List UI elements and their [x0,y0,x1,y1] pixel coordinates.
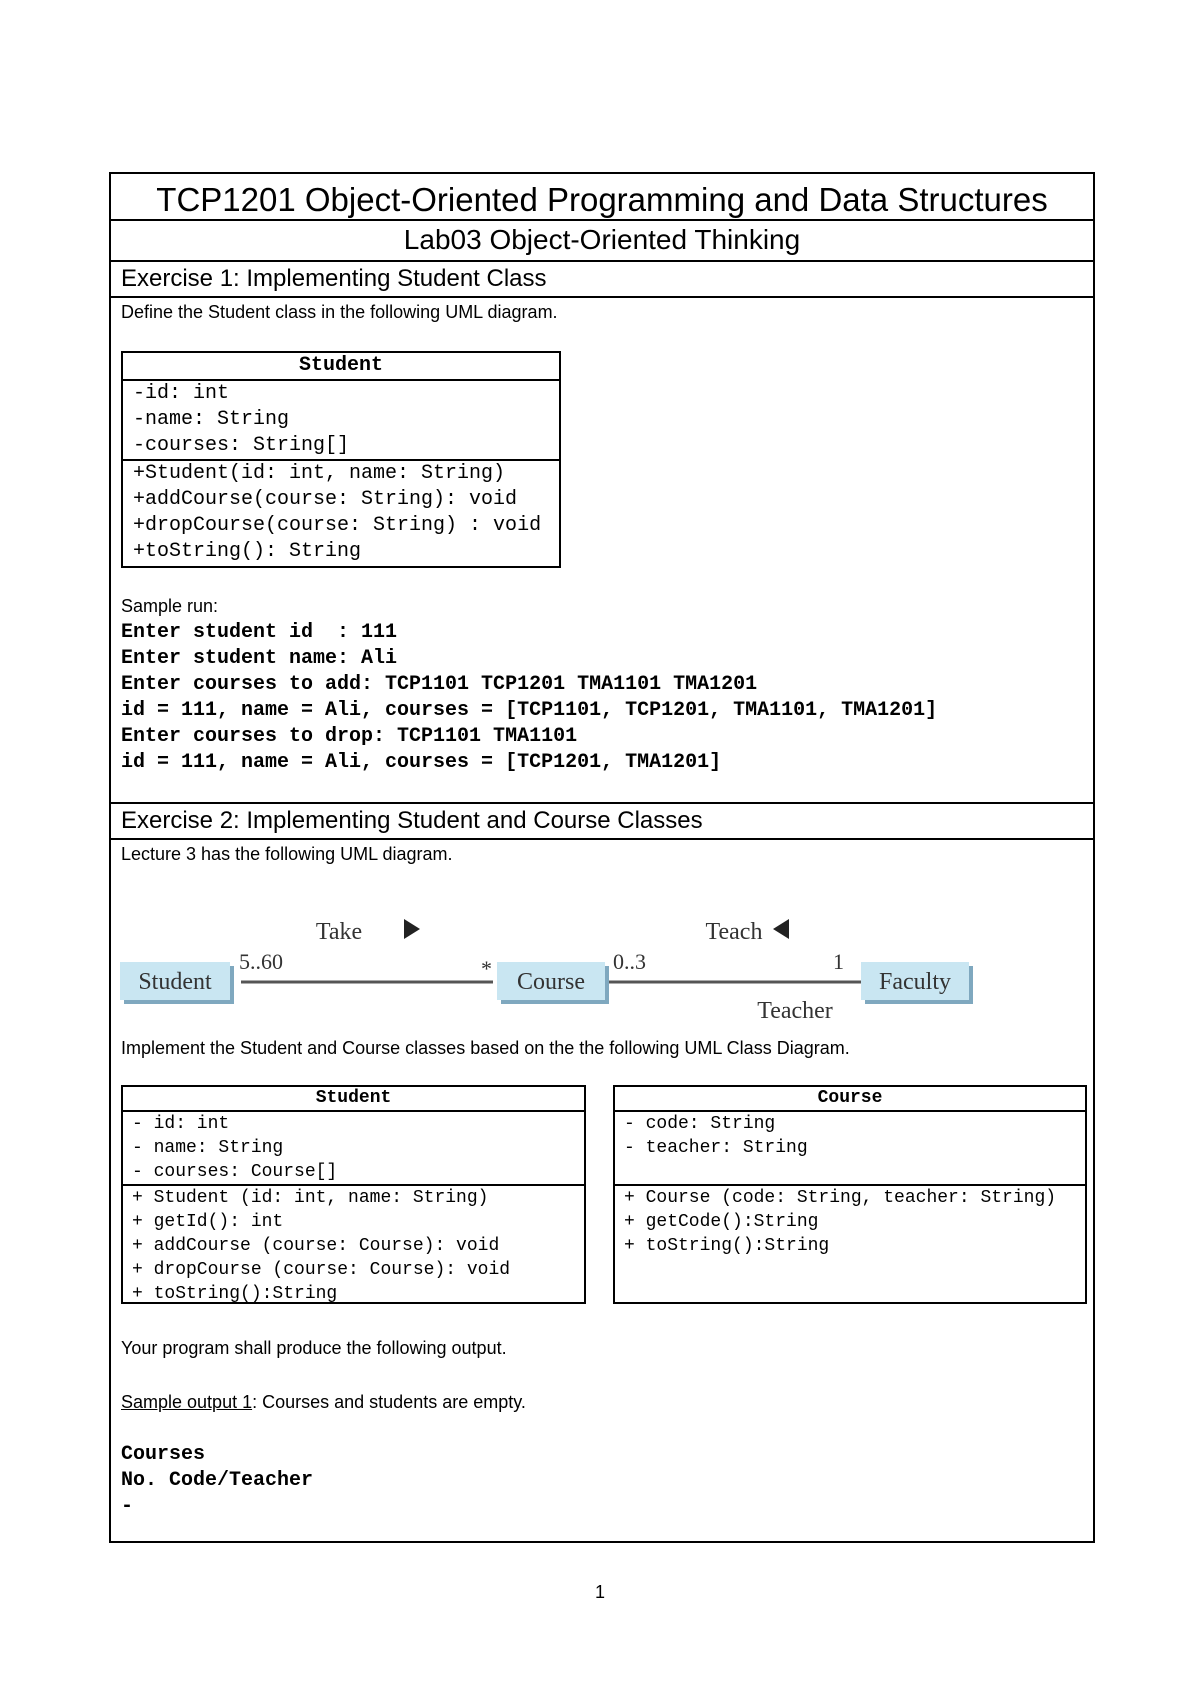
uml-method: +dropCourse(course: String) : void [133,514,542,537]
uml-method: + Course (code: String, teacher: String) [624,1188,1057,1208]
exercise2-intro: Lecture 3 has the following UML diagram. [121,844,453,864]
sample-line: Enter student id : 111 [121,621,398,644]
assoc-student-label: Student [138,969,212,995]
sample-output [121,1442,313,1520]
uml-attribute: -id: int [133,382,230,405]
uml-attribute: -name: String [133,408,290,431]
assoc-faculty-label: Faculty [879,969,951,995]
teach-arrow-icon [773,919,789,939]
divider [111,219,1093,221]
uml-method: + toString():String [624,1236,830,1256]
mult-course-left: * [481,956,492,981]
exercise1-title: Exercise 1: Implementing Student Class [121,265,547,292]
uml-class-name: Student [123,1087,584,1112]
student-uml-box [121,351,561,568]
uml-method: + toString():String [132,1284,338,1304]
sample-output-label: Sample output 1 [121,1392,253,1412]
uml-attribute: - code: String [624,1114,776,1134]
uml-method: +Student(id: int, name: String) [133,462,506,485]
uml-class-name: Student [123,353,559,381]
uml-method: + dropCourse (course: Course): void [132,1260,511,1280]
sample-output-intro [121,1390,526,1414]
uml-attribute: -courses: String[] [133,434,350,457]
uml-attribute: - courses: Course[] [132,1162,338,1182]
uml-class-name: Course [615,1087,1085,1112]
sample-line: Enter student name: Ali [121,647,398,670]
uml-attribute: - name: String [132,1138,284,1158]
uml-attributes [615,1112,1085,1186]
role-teacher: Teacher [757,998,833,1024]
sample-line: id = 111, name = Ali, courses = [TCP1201, TMA1201] [121,751,722,774]
uml-method: +addCourse(course: String): void [133,488,518,511]
uml-method: + Student (id: int, name: String) [132,1188,489,1208]
assoc-take-label: Take [315,919,363,945]
uml-attribute: - teacher: String [624,1138,808,1158]
uml-method: + getId(): int [132,1212,284,1232]
mult-student: 5..60 [239,949,283,974]
sample-line: Enter courses to drop: TCP1101 TMA1101 [121,725,578,748]
uml-method: + addCourse (course: Course): void [132,1236,500,1256]
page-number: 1 [594,1582,605,1602]
output-line: - [121,1495,134,1518]
exercise2-title: Exercise 2: Implementing Student and Course Classes [121,807,703,834]
sample-line: Enter courses to add: TCP1101 TCP1201 TMA1101 TMA1201 [121,673,758,696]
divider [111,838,1093,840]
course-title: TCP1201 Object-Oriented Programming and Data Structures [156,181,1048,218]
exercise1-intro: Define the Student class in the following UML diagram. [121,302,558,322]
take-arrow-icon [404,919,420,939]
divider [111,260,1093,262]
lab-title: Lab03 Object-Oriented Thinking [403,224,801,255]
assoc-teach-label: Teach [705,919,763,945]
output-line: Courses [121,1443,206,1466]
divider [111,296,1093,298]
course-uml-box [613,1085,1087,1304]
output-line: No. Code/Teacher [121,1469,314,1492]
student-uml-box-2 [121,1085,586,1304]
divider [111,802,1093,804]
uml-methods [615,1186,1085,1258]
uml-methods [123,1186,584,1306]
uml-attributes [123,381,559,461]
sample-run-label: Sample run: [121,596,219,616]
sample-line: id = 111, name = Ali, courses = [TCP1101, TCP1201, TMA1101, TMA1201] [121,699,938,722]
sample-output-desc: : Courses and students are empty. [252,1392,526,1412]
mult-faculty: 1 [833,949,844,974]
output-text: Your program shall produce the following output. [121,1338,507,1358]
sample-run-output [121,620,937,776]
mult-course-right: 0..3 [613,949,646,974]
uml-methods [123,461,559,565]
assoc-course-label: Course [517,969,585,995]
association-diagram [111,894,1093,1034]
document-frame [109,172,1095,1543]
uml-attribute: - id: int [132,1114,230,1134]
uml-method: +toString(): String [133,540,362,563]
uml-method: + getCode():String [624,1212,819,1232]
implement-text: Implement the Student and Course classes based on the the following UML Class Diagram. [121,1038,850,1058]
uml-attributes [123,1112,584,1186]
